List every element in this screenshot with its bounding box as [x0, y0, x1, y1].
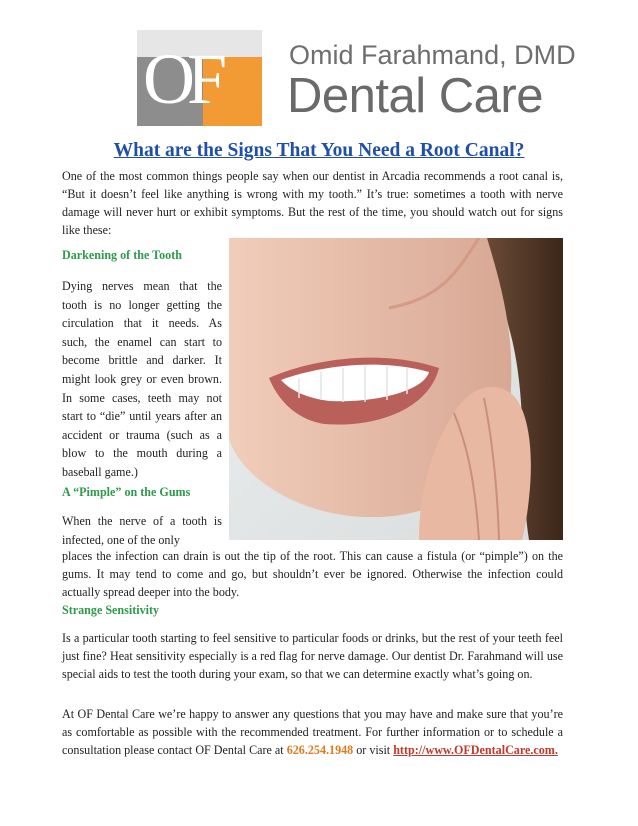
- logo-mark: [137, 30, 262, 126]
- closing-paragraph: [62, 705, 563, 759]
- closing-text-visit: or visit: [356, 743, 391, 757]
- section-body-pimple-narrow: When the nerve of a tooth is infected, one of the only: [62, 514, 222, 547]
- section-body-pimple: places the infection can drain is out the tip of the root. This can cause a fistula (or “pimple”) on the gums. It may tend to come and go, but shouldn’t ever be ignored. Otherwise the infection could actually spread deeper into the body.: [62, 549, 563, 599]
- section-heading-sensitivity: Strange Sensitivity: [62, 603, 160, 617]
- section-body-sensitivity: Is a particular tooth starting to feel sensitive to particular foods or drinks, but the rest of your teeth feel just fine? Heat sensitivity especially is a red flag for nerve damage. Our dentist Dr. Farahmand will use special aids to test the tooth during your exam, so that we can determine exactly what’s going on.: [62, 631, 563, 681]
- page-title: What are the Signs That You Need a Root Canal?: [113, 140, 525, 161]
- phone-number[interactable]: 626.254.1948: [286, 743, 354, 757]
- section-heading-pimple: A “Pimple” on the Gums: [62, 485, 191, 499]
- logo: [137, 30, 576, 126]
- section-heading-darkening: Darkening of the Tooth: [62, 248, 182, 262]
- woman-toothache-photo: [229, 238, 563, 540]
- section-body-darkening: Dying nerves mean that the tooth is no longer getting the circulation that it needs. As such, the enamel can start to become brittle and darker. It might look grey or even brown. In some cases, teeth may not start to “die” until years after an accident or trauma (such as a blow to the mouth during a baseball game.): [62, 279, 222, 479]
- logo-brand: Dental Care: [287, 69, 543, 123]
- website-link[interactable]: http://www.OFDentalCare.com.: [393, 743, 558, 757]
- logo-monogram: OF: [143, 39, 220, 119]
- closing-text: At OF Dental Care we’re happy to answer any questions that you may have and make sure that you’re as comfortable as possible with the recommended treatment. For further information or to schedule a consultation please contact OF Dental Care at: [62, 707, 563, 757]
- intro-paragraph: One of the most common things people say when our dentist in Arcadia recommends a root canal is, “But it doesn’t feel like anything is wrong with my tooth.” It’s true: sometimes a tooth with nerve damage will never hurt or exhibit symptoms. But the rest of the time, you should watch out for signs like these:: [62, 169, 563, 237]
- logo-doctor-name: Omid Farahmand, DMD: [289, 40, 576, 70]
